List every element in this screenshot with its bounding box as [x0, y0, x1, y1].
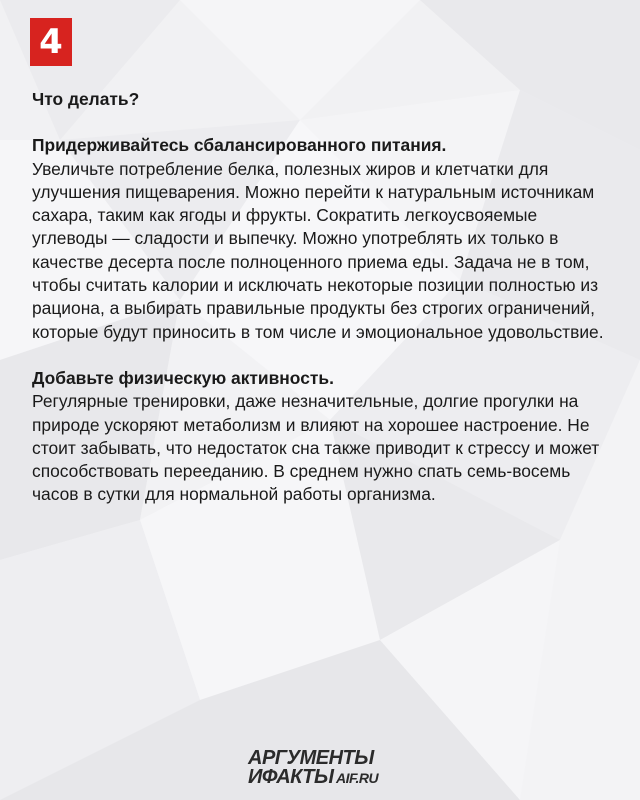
logo-line-argumenty: АРГУМЕНТЫ: [248, 747, 374, 769]
section-heading-activity: Добавьте физическую активность.: [32, 367, 334, 388]
slide-number-badge: 4: [30, 18, 72, 66]
section-heading-nutrition: Придерживайтесь сбалансированного питания.: [32, 135, 447, 156]
article-body: [32, 88, 612, 507]
section-text-nutrition: Увеличьте потребление белка, полезных жиров и клетчатки для улучшения пищеварения. Можно перейти к натуральным источникам сахара, таким как ягоды и фрукты. Сократить легкоусвояемые углеводы — сладости и выпечку. Можно употреблять их только в качестве десерта после полноценного приема еды. Задача не в том, чтобы считать калории и исключать некоторые позиции полностью из рациона, а выбирать правильные продукты без строгих ограничений, которые будут приносить в том числе и эмоциональное удовольствие.: [32, 158, 604, 342]
spacer: [32, 344, 612, 367]
logo-line-ifakty: ИФАКТЫ: [248, 766, 334, 788]
spacer: [32, 111, 612, 134]
aif-logo: [248, 748, 418, 788]
page-title: Что делать?: [32, 89, 140, 109]
logo-site: AIF.RU: [336, 770, 379, 786]
section-text-activity: Регулярные тренировки, даже незначительные, долгие прогулки на природе ускоряют метаболизм и влияют на хорошее настроение. Не стоит забывать, что недостаток сна также приводит к стрессу и может способствовать перееданию. В среднем нужно спать семь-восемь часов в сутки для нормальной работы организма.: [32, 391, 600, 505]
